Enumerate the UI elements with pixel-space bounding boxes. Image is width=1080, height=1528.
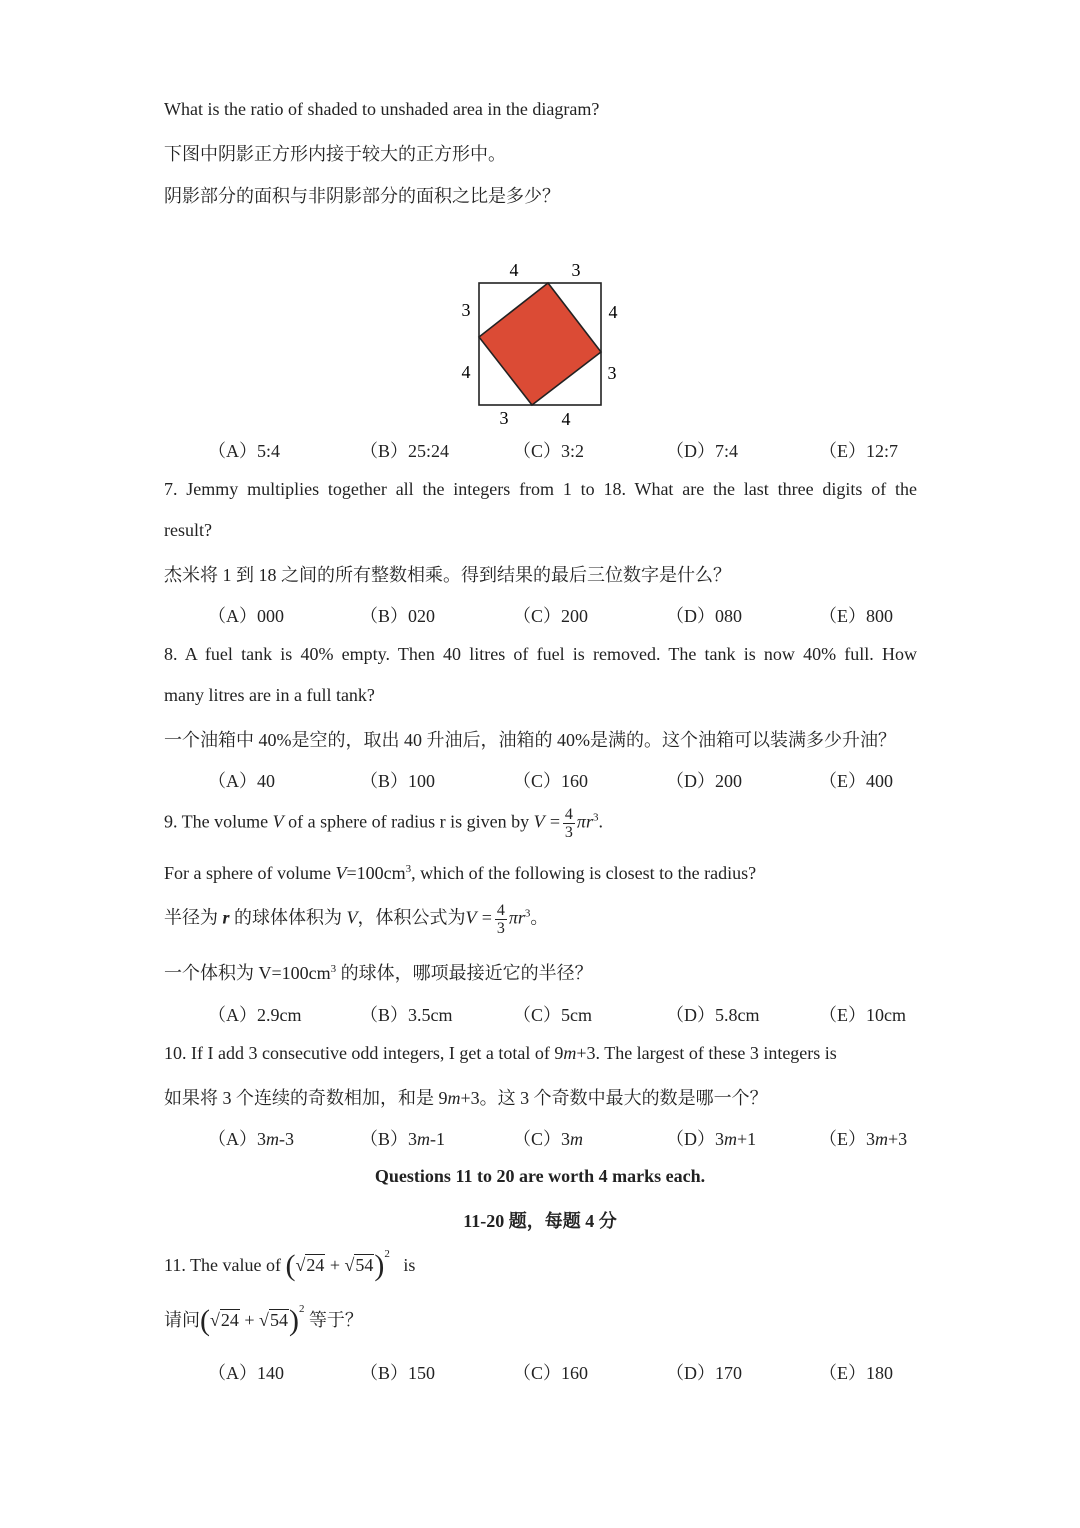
q10-option-a[interactable] xyxy=(208,1125,294,1151)
q11-zh-plus: + xyxy=(244,1310,255,1330)
q8-option-a[interactable]: （A）40 xyxy=(208,771,275,791)
q8-options xyxy=(208,767,908,791)
q6-english: What is the ratio of shaded to unshaded area in the diagram? xyxy=(164,99,600,119)
q9-exp: 3 xyxy=(592,811,599,824)
label-left-4: 4 xyxy=(461,362,471,382)
q10-option-e[interactable] xyxy=(819,1125,907,1151)
q9-fraction xyxy=(563,806,575,841)
label-left-3: 3 xyxy=(461,300,471,320)
q8-option-b[interactable]: （B）100 xyxy=(360,771,436,791)
shaded-square xyxy=(479,283,601,405)
q9-english-2 xyxy=(164,863,756,884)
q9-option-e[interactable]: （E）10cm xyxy=(819,1005,906,1025)
q8-option-d[interactable]: （D）200 xyxy=(666,771,742,791)
q7-option-c[interactable]: （C）200 xyxy=(513,606,589,626)
q10-d-label: （D）3 xyxy=(666,1129,724,1149)
q9-zh1-frac-num: 4 xyxy=(496,902,505,919)
label-bottom-3: 3 xyxy=(499,408,509,428)
q11-option-e[interactable]: （E）180 xyxy=(819,1363,893,1383)
section-heading-chinese: 11-20 题，每题 4 分 xyxy=(463,1211,617,1231)
q10-option-d[interactable] xyxy=(666,1125,756,1151)
q7-english-1: 7. Jemmy multiplies together all the integers from 1 to 18. What are the last three digits of the xyxy=(164,479,917,499)
q11-sqrt-a: 24 xyxy=(306,1255,325,1275)
q10-en-m: m xyxy=(563,1043,577,1063)
q6-option-c[interactable]: （C）3:2 xyxy=(513,441,585,461)
q11-zh-sqrt-a: 24 xyxy=(220,1310,239,1330)
q10-option-c[interactable] xyxy=(513,1125,583,1151)
label-top-4: 4 xyxy=(509,260,519,280)
q9-zh2-exp: 3 xyxy=(330,963,337,975)
q8-english-2: many litres are in a full tank? xyxy=(164,685,375,705)
q9-zh2-pre: 一个体积为 V=100cm xyxy=(164,963,331,983)
q8-option-e[interactable]: （E）400 xyxy=(819,771,893,791)
q11-zh-pre: 请问 xyxy=(164,1310,200,1330)
q9-formula-lhs: V = xyxy=(533,811,561,832)
q6-option-e[interactable]: （E）12:7 xyxy=(819,441,898,461)
q11-close-paren: ) xyxy=(374,1249,385,1282)
q9-formula-rhs: πr xyxy=(576,811,593,832)
q8-option-c[interactable]: （C）160 xyxy=(513,771,589,791)
q9-zh1-formula-lhs: V = xyxy=(465,907,493,928)
q11-en-post: is xyxy=(403,1255,416,1275)
q11-exp: 2 xyxy=(384,1248,390,1260)
q10-option-b[interactable] xyxy=(360,1125,445,1151)
q9-zh1-mid2: ，体积公式为 xyxy=(357,907,466,928)
q10-a-m: m xyxy=(266,1129,279,1149)
q9-zh1-frac-den: 3 xyxy=(496,920,505,937)
q8-chinese: 一个油箱中 40%是空的，取出 40 升油后，油箱的 40%是满的。这个油箱可以装满多少升油？ xyxy=(164,730,896,750)
q9-option-b[interactable]: （B）3.5cm xyxy=(360,1005,453,1025)
q10-zh-post: +3。这 3 个奇数中最大的数是哪一个？ xyxy=(460,1088,768,1108)
q9-option-a[interactable]: （A）2.9cm xyxy=(208,1005,302,1025)
q10-zh-m: m xyxy=(447,1088,461,1108)
q11-zh-open-paren: ( xyxy=(200,1304,210,1337)
q9-zh1-v: V xyxy=(346,907,358,928)
q11-english: 11. The value of $(√24 + √54)^2$ is xyxy=(164,1248,416,1282)
q7-chinese: 杰米将 1 到 18 之间的所有整数相乘。得到结果的最后三位数字是什么？ xyxy=(164,565,731,585)
q6-chinese-1: 下图中阴影正方形内接于较大的正方形中。 xyxy=(164,144,506,164)
q9-en2-post: , which of the following is closest to the radius? xyxy=(411,863,757,883)
q11-sqrt-b: 54 xyxy=(355,1255,374,1275)
q11-zh-sqrt-b: 54 xyxy=(269,1310,288,1330)
q10-e-suffix: +3 xyxy=(888,1129,908,1149)
q10-b-label: （B）3 xyxy=(360,1129,418,1149)
q9-en1-pre: 9. The volume xyxy=(164,811,273,832)
q10-a-suffix: -3 xyxy=(279,1129,294,1149)
q10-b-m: m xyxy=(417,1129,431,1149)
q11-options xyxy=(208,1359,908,1383)
q11-option-d[interactable]: （D）170 xyxy=(666,1363,742,1383)
q9-zh2-post: 的球体，哪项最接近它的半径？ xyxy=(336,963,593,983)
q10-english xyxy=(164,1043,837,1064)
q7-options xyxy=(208,602,908,626)
q9-zh1-end: 。 xyxy=(530,907,549,928)
q10-en-post: +3. The largest of these 3 integers is xyxy=(576,1043,837,1063)
q9-frac-den: 3 xyxy=(564,824,573,841)
q9-frac-num: 4 xyxy=(564,806,573,823)
q11-zh-exp: 2 xyxy=(298,1303,305,1315)
q9-var-v: V xyxy=(272,811,284,832)
q9-zh1-fraction xyxy=(495,902,507,937)
q6-option-b[interactable]: （B）25:24 xyxy=(360,441,450,461)
q10-options xyxy=(208,1125,908,1149)
q7-option-b[interactable]: （B）020 xyxy=(360,606,436,626)
q9-option-c[interactable]: （C）5cm xyxy=(513,1005,592,1025)
q11-zh-post: 等于？ xyxy=(308,1310,363,1330)
q9-english-1 xyxy=(164,806,603,841)
q7-option-e[interactable]: （E）800 xyxy=(819,606,893,626)
q9-options xyxy=(208,1001,908,1025)
q9-zh1-pre: 半径为 xyxy=(164,907,223,928)
q6-options xyxy=(208,437,908,461)
q9-zh1-mid: 的球体体积为 xyxy=(229,907,347,928)
q9-period: . xyxy=(598,811,603,832)
q10-c-m: m xyxy=(570,1129,584,1149)
q9-en2-val: =100cm xyxy=(346,863,406,883)
q10-chinese xyxy=(164,1084,768,1110)
q6-diagram xyxy=(440,250,640,435)
label-bottom-4: 4 xyxy=(561,409,571,429)
q10-b-suffix: -1 xyxy=(430,1129,446,1149)
q10-e-label: （E）3 xyxy=(819,1129,875,1149)
q9-zh1-exp: 3 xyxy=(524,907,531,920)
q10-en-pre: 10. If I add 3 consecutive odd integers, I get a total of 9 xyxy=(164,1043,564,1063)
label-right-4: 4 xyxy=(608,302,618,322)
q10-c-label: （C）3 xyxy=(513,1129,571,1149)
q11-en-pre: 11. The value of xyxy=(164,1255,286,1275)
q9-en2-pre: For a sphere of volume xyxy=(164,863,336,883)
q11-plus: + xyxy=(329,1255,341,1275)
q9-en1-mid: of a sphere of radius r is given by xyxy=(283,811,534,832)
q11-option-c[interactable]: （C）160 xyxy=(513,1363,589,1383)
label-top-3: 3 xyxy=(571,260,581,280)
q9-en2-exp: 3 xyxy=(405,863,412,875)
q10-a-label: （A）3 xyxy=(208,1129,266,1149)
q9-en2-var: V xyxy=(335,863,347,883)
q9-chinese-1 xyxy=(164,902,548,937)
q10-zh-pre: 如果将 3 个连续的奇数相加，和是 9 xyxy=(164,1088,448,1108)
q9-option-d[interactable]: （D）5.8cm xyxy=(666,1005,760,1025)
q9-zh1-r: r xyxy=(222,907,230,928)
q11-chinese: 请问$(√24 + √54)^2$ 等于？ xyxy=(164,1303,363,1337)
q7-english-2: result? xyxy=(164,520,212,540)
q8-english-1: 8. A fuel tank is 40% empty. Then 40 litres of fuel is removed. The tank is now 40% full. How xyxy=(164,644,917,664)
q11-zh-close-paren: ) xyxy=(288,1304,299,1337)
q10-e-m: m xyxy=(875,1129,888,1149)
q6-option-d[interactable]: （D）7:4 xyxy=(666,441,738,461)
q10-d-suffix: +1 xyxy=(737,1129,757,1149)
q7-option-d[interactable]: （D）080 xyxy=(666,606,742,626)
q11-open-paren: ( xyxy=(285,1249,296,1282)
label-right-3: 3 xyxy=(607,363,617,383)
q9-chinese-2 xyxy=(164,959,593,985)
section-heading-english: Questions 11 to 20 are worth 4 marks each. xyxy=(374,1166,706,1186)
q7-option-a[interactable]: （A）000 xyxy=(208,606,284,626)
q9-zh1-formula-rhs: πr xyxy=(508,907,525,928)
q6-chinese-2: 阴影部分的面积与非阴影部分的面积之比是多少？ xyxy=(164,186,560,206)
q6-option-a[interactable]: （A）5:4 xyxy=(208,441,280,461)
q11-option-b[interactable]: （B）150 xyxy=(360,1363,436,1383)
q10-d-m: m xyxy=(724,1129,737,1149)
q11-option-a[interactable]: （A）140 xyxy=(208,1363,284,1383)
